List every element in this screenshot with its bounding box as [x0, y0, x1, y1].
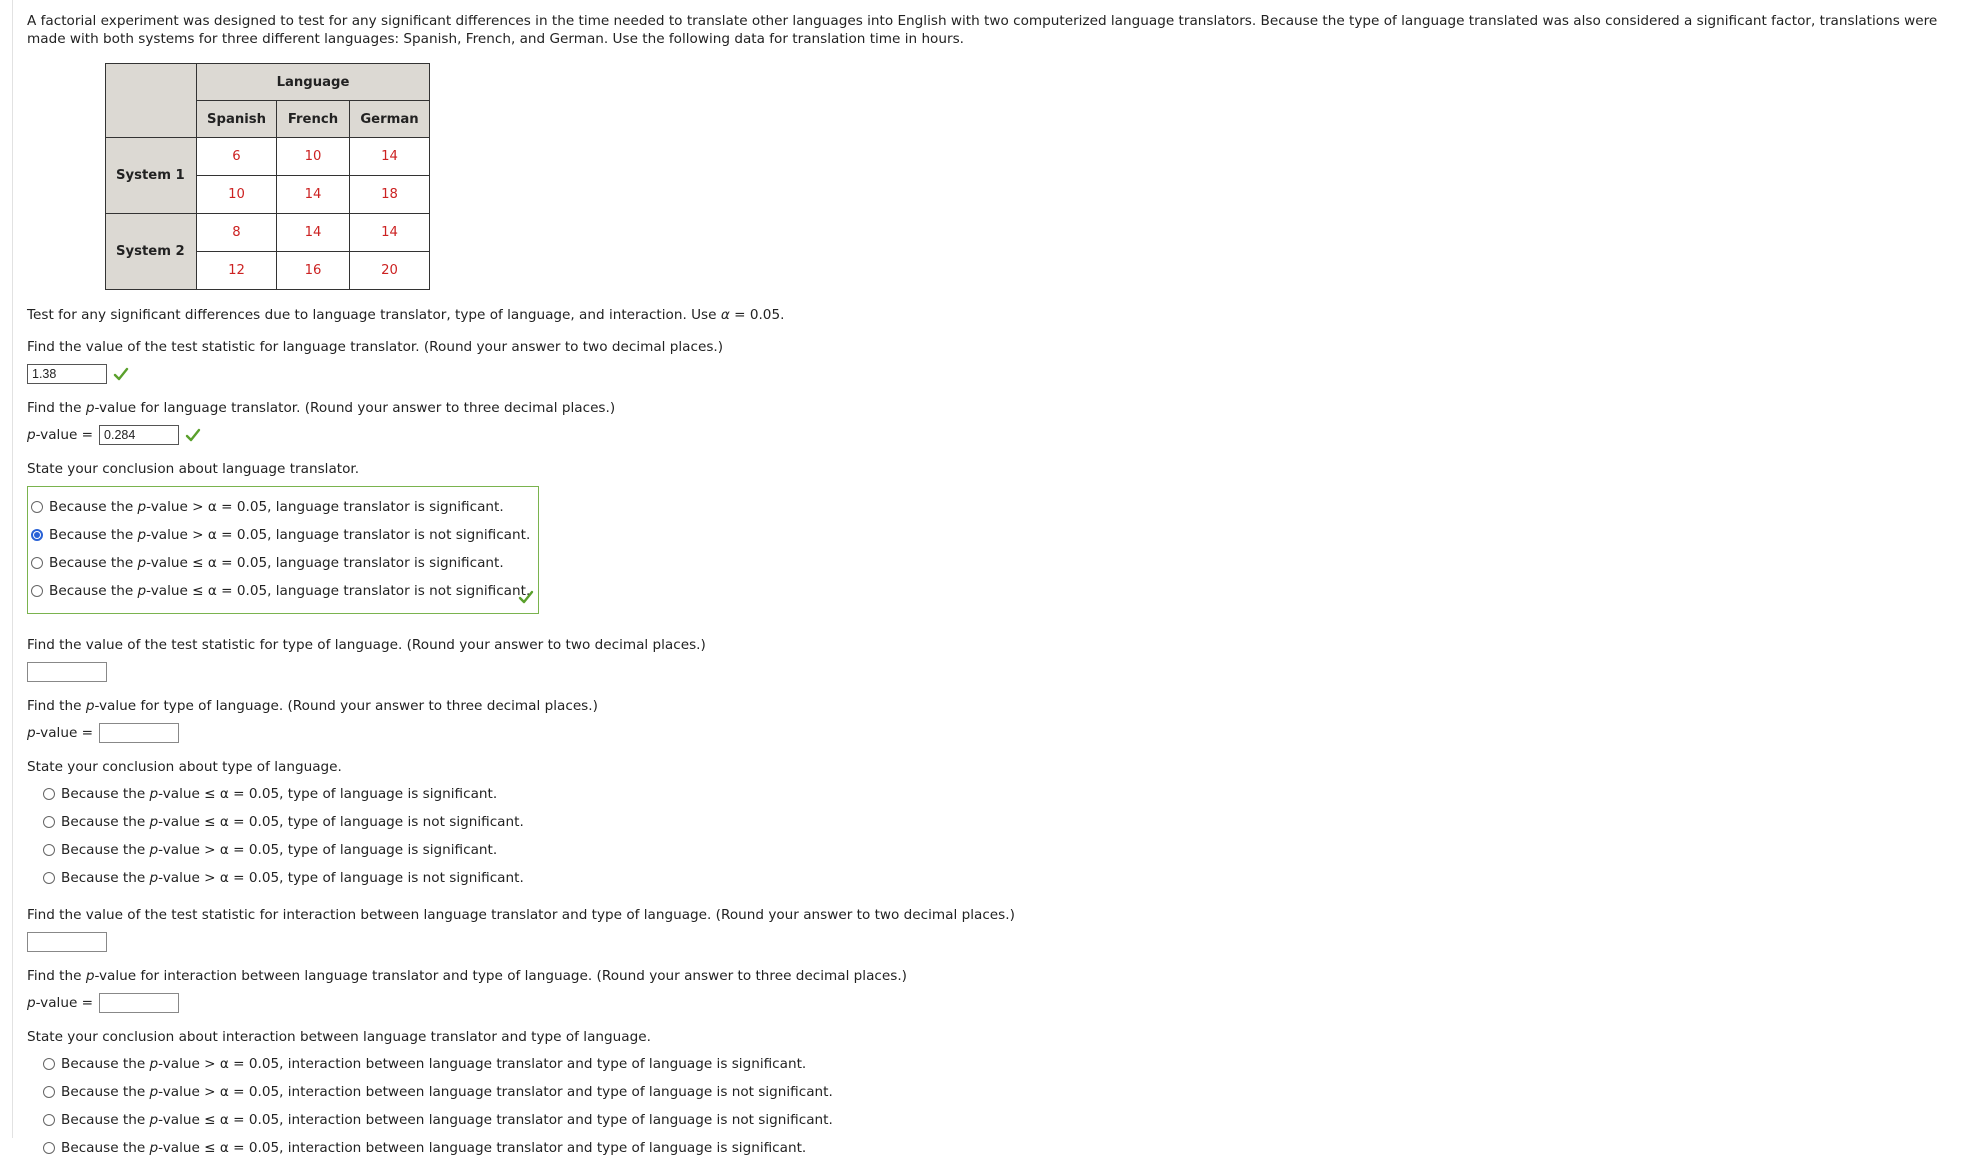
pvalue-p: p [27, 995, 36, 1011]
alpha-symbol: α [720, 307, 730, 323]
pvalue-p: p [27, 725, 36, 741]
q9-label: State your conclusion about interaction between language translator and type of language. [27, 1029, 651, 1045]
opt-pre: Because the [61, 1112, 150, 1128]
q2-label-prefix: Find the [27, 400, 86, 416]
q3-option-1[interactable] [31, 493, 535, 521]
table-cell: 14 [350, 214, 430, 252]
q9-option-1[interactable] [43, 1050, 1967, 1078]
opt-pre: Because the [61, 842, 150, 858]
q9-option-2[interactable] [43, 1078, 1967, 1106]
q7-answer-row [27, 931, 1967, 953]
radio-button[interactable] [43, 1114, 55, 1126]
table-cell: 14 [277, 214, 350, 252]
q8-label-prefix: Find the [27, 968, 86, 984]
q2-answer-row [27, 424, 1967, 446]
radio-button[interactable] [43, 872, 55, 884]
radio-button[interactable] [43, 788, 55, 800]
opt-pre: Because the [49, 583, 138, 599]
opt-p: p [149, 814, 159, 830]
table-cell: 14 [350, 138, 430, 176]
option-text [49, 555, 504, 571]
opt-pre: Because the [49, 499, 138, 515]
pvalue-label [27, 995, 93, 1011]
q8-label [27, 967, 1967, 985]
opt-pre: Because the [61, 1056, 150, 1072]
option-text [49, 583, 530, 599]
q7-test-statistic-input[interactable] [27, 932, 107, 952]
opt-pre: Because the [61, 870, 150, 886]
radio-button[interactable] [43, 1086, 55, 1098]
problem-intro: A factorial experiment was designed to test for any significant differences in the time needed to translate other languages into English with two computerized language translators. Because the type of language translated was also considered a significant factor, translations were made with both systems for three different languages: Spanish, French, and German. Use the following data for translation time in hours. [27, 13, 1938, 47]
q7-label: Find the value of the test statistic for interaction between language translator and type of language. (Round your answer to two decimal places.) [27, 907, 1015, 923]
col-header-german: German [350, 101, 430, 138]
opt-p: p [149, 1140, 159, 1156]
option-text [61, 1084, 833, 1100]
opt-post: -value > α = 0.05, language translator is significant. [146, 499, 504, 515]
opt-p: p [137, 583, 147, 599]
q8-pvalue-input[interactable] [99, 993, 179, 1013]
radio-button[interactable] [31, 585, 43, 597]
table-cell: 10 [277, 138, 350, 176]
opt-p: p [149, 842, 159, 858]
language-header: Language [197, 64, 430, 101]
q6-option-1[interactable] [43, 780, 1967, 808]
opt-post: -value ≤ α = 0.05, type of language is significant. [158, 786, 498, 802]
opt-p: p [149, 1056, 159, 1072]
opt-post: -value > α = 0.05, interaction between language translator and type of language is significant. [158, 1056, 807, 1072]
opt-pre: Because the [49, 555, 138, 571]
q9-option-3[interactable] [43, 1106, 1967, 1134]
question-content [27, 12, 1967, 1162]
option-text [61, 1056, 806, 1072]
table-corner [106, 64, 197, 138]
table-cell: 20 [350, 252, 430, 290]
q5-answer-row [27, 722, 1967, 744]
col-header-spanish: Spanish [197, 101, 277, 138]
table-cell: 8 [197, 214, 277, 252]
pvalue-label [27, 427, 93, 443]
test-instruction-alpha: = 0.05. [729, 307, 785, 323]
left-border [12, 0, 13, 1138]
opt-post: -value ≤ α = 0.05, language translator is not significant. [146, 583, 531, 599]
q5-pvalue-input[interactable] [99, 723, 179, 743]
pvalue-label [27, 725, 93, 741]
q5-label-prefix: Find the [27, 698, 86, 714]
opt-p: p [149, 870, 159, 886]
opt-pre: Because the [61, 1084, 150, 1100]
pvalue-rest: -value = [35, 995, 94, 1011]
q1-label: Find the value of the test statistic for language translator. (Round your answer to two decimal places.) [27, 339, 724, 355]
table-cell: 16 [277, 252, 350, 290]
pvalue-rest: -value = [35, 725, 94, 741]
opt-post: -value ≤ α = 0.05, type of language is not significant. [158, 814, 524, 830]
q8-label-p: p [85, 968, 95, 984]
q3-options-correct [27, 486, 539, 614]
opt-pre: Because the [49, 527, 138, 543]
q4-answer-row [27, 661, 1967, 683]
q2-label-suffix: -value for language translator. (Round your answer to three decimal places.) [94, 400, 616, 416]
opt-post: -value ≤ α = 0.05, language translator is significant. [146, 555, 504, 571]
option-text [61, 1140, 806, 1156]
opt-post: -value ≤ α = 0.05, interaction between language translator and type of language is not significant. [158, 1112, 833, 1128]
option-text [61, 842, 497, 858]
q5-label-suffix: -value for type of language. (Round your answer to three decimal places.) [94, 698, 598, 714]
opt-post: -value > α = 0.05, interaction between language translator and type of language is not significant. [158, 1084, 833, 1100]
q5-label [27, 697, 1967, 715]
q1-test-statistic-input[interactable] [27, 364, 107, 384]
opt-pre: Because the [61, 1140, 150, 1156]
opt-pre: Because the [61, 814, 150, 830]
radio-button-selected[interactable] [31, 529, 43, 541]
radio-button[interactable] [43, 816, 55, 828]
opt-p: p [149, 786, 159, 802]
data-table [105, 63, 430, 290]
q8-label-suffix: -value for interaction between language translator and type of language. (Round your answer to three decimal places.) [94, 968, 907, 984]
q4-test-statistic-input[interactable] [27, 662, 107, 682]
radio-button[interactable] [43, 844, 55, 856]
pvalue-rest: -value = [35, 427, 94, 443]
q3-option-3[interactable] [31, 549, 535, 577]
row-header-system-1: System 1 [106, 138, 197, 214]
table-cell: 10 [197, 176, 277, 214]
q3-label: State your conclusion about language translator. [27, 461, 360, 477]
check-icon [518, 589, 534, 609]
option-text [61, 786, 497, 802]
q3-option-2[interactable] [31, 521, 535, 549]
opt-post: -value ≤ α = 0.05, interaction between language translator and type of language is significant. [158, 1140, 807, 1156]
test-instruction [27, 306, 1967, 324]
opt-p: p [149, 1084, 159, 1100]
table-cell: 12 [197, 252, 277, 290]
col-header-french: French [277, 101, 350, 138]
table-cell: 14 [277, 176, 350, 214]
radio-button[interactable] [31, 557, 43, 569]
q2-pvalue-input[interactable] [99, 425, 179, 445]
option-text [61, 814, 524, 830]
q9-option-4[interactable] [43, 1134, 1967, 1162]
q1-answer-row [27, 363, 1967, 385]
option-text [49, 527, 530, 543]
q5-label-p: p [85, 698, 95, 714]
option-text [61, 1112, 833, 1128]
q8-answer-row [27, 992, 1967, 1014]
opt-post: -value > α = 0.05, type of language is not significant. [158, 870, 524, 886]
opt-pre: Because the [61, 786, 150, 802]
q6-options [27, 780, 1967, 892]
q6-option-3[interactable] [43, 836, 1967, 864]
row-header-system-2: System 2 [106, 214, 197, 290]
opt-p: p [137, 527, 147, 543]
check-icon [185, 427, 201, 443]
check-icon [113, 366, 129, 382]
option-text [49, 499, 504, 515]
q9-options [27, 1050, 1967, 1162]
table-cell: 6 [197, 138, 277, 176]
q2-label-p: p [85, 400, 95, 416]
opt-p: p [137, 499, 147, 515]
option-text [61, 870, 524, 886]
opt-post: -value > α = 0.05, language translator is not significant. [146, 527, 531, 543]
q2-label [27, 399, 1967, 417]
opt-post: -value > α = 0.05, type of language is significant. [158, 842, 498, 858]
q6-option-2[interactable] [43, 808, 1967, 836]
radio-button[interactable] [31, 501, 43, 513]
radio-button[interactable] [43, 1058, 55, 1070]
pvalue-p: p [27, 427, 36, 443]
table-cell: 18 [350, 176, 430, 214]
test-instruction-text: Test for any significant differences due to language translator, type of language, and interaction. Use [27, 307, 721, 323]
radio-button[interactable] [43, 1142, 55, 1154]
q6-label: State your conclusion about type of language. [27, 759, 342, 775]
q4-label: Find the value of the test statistic for type of language. (Round your answer to two decimal places.) [27, 637, 706, 653]
opt-p: p [149, 1112, 159, 1128]
q3-option-4[interactable] [31, 577, 535, 605]
opt-p: p [137, 555, 147, 571]
q6-option-4[interactable] [43, 864, 1967, 892]
